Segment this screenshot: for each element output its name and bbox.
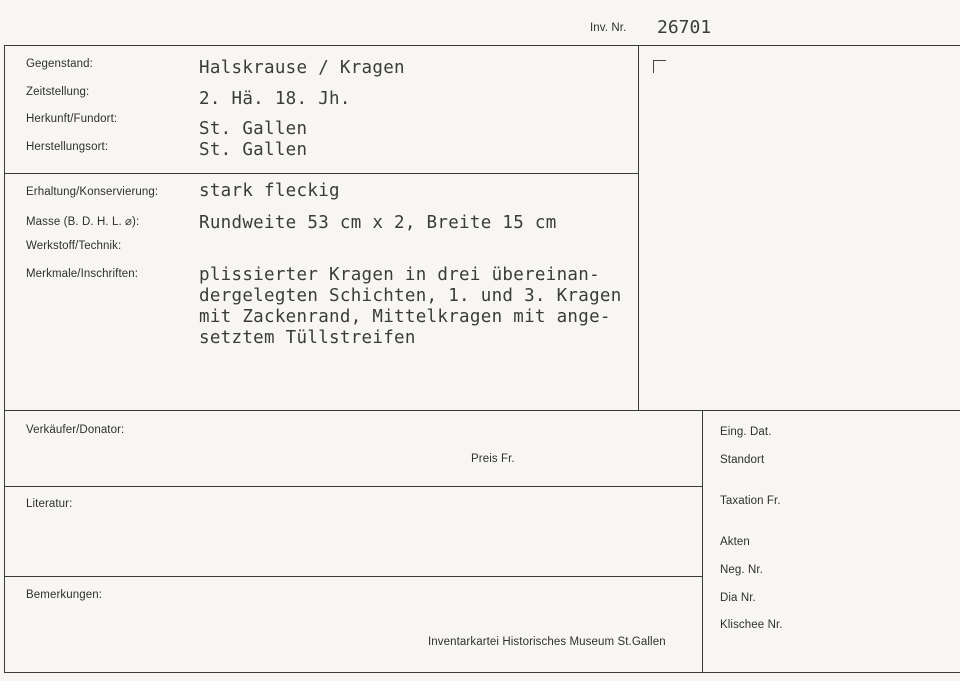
inv-nr-value: 26701 (657, 17, 712, 38)
field-value-zeitstellung: 2. Hä. 18. Jh. (199, 89, 351, 109)
label-bemerkungen: Bemerkungen: (26, 589, 102, 601)
field-label-werkstoff: Werkstoff/Technik: (26, 240, 122, 252)
corner-mark (653, 60, 666, 73)
rule-left (4, 45, 5, 673)
rule-top (4, 45, 960, 46)
rule-right-panel (638, 45, 639, 411)
merkmale-description (199, 265, 622, 349)
label-akten: Akten (720, 536, 750, 548)
inv-nr-label: Inv. Nr. (590, 22, 627, 34)
label-literatur: Literatur: (26, 498, 73, 510)
rule-literatur (4, 576, 702, 577)
label-preis: Preis Fr. (471, 453, 515, 465)
rule-bottom (4, 672, 960, 673)
label-dia-nr: Dia Nr. (720, 592, 756, 604)
field-value-herkunft: St. Gallen (199, 119, 308, 139)
field-label-zeitstellung: Zeitstellung: (26, 86, 90, 98)
label-klischee-nr: Klischee Nr. (720, 619, 783, 631)
field-label-merkmale: Merkmale/Inschriften: (26, 268, 139, 280)
field-label-masse: Masse (B. D. H. L. ⌀): (26, 216, 140, 228)
merkmale-line: setztem Tüllstreifen (199, 328, 416, 348)
field-label-herkunft: Herkunft/Fundort: (26, 113, 118, 125)
merkmale-line: dergelegten Schichten, 1. und 3. Kragen (199, 286, 622, 306)
field-label-gegenstand: Gegenstand: (26, 58, 93, 70)
label-eing-dat: Eing. Dat. (720, 426, 772, 438)
merkmale-line: mit Zackenrand, Mittelkragen mit ange- (199, 307, 611, 327)
field-value-masse: Rundweite 53 cm x 2, Breite 15 cm (199, 213, 557, 233)
field-label-erhaltung: Erhaltung/Konservierung: (26, 186, 159, 198)
rule-top-section-bottom (4, 173, 638, 174)
label-verkaeufer: Verkäufer/Donator: (26, 424, 125, 436)
label-standort: Standort (720, 454, 765, 466)
rule-bottom-right-panel (702, 410, 703, 673)
rule-preis (4, 486, 702, 487)
rule-middle-bottom (4, 410, 960, 411)
field-label-herstellungsort: Herstellungsort: (26, 141, 109, 153)
field-value-erhaltung: stark fleckig (199, 181, 340, 201)
label-taxation: Taxation Fr. (720, 495, 781, 507)
label-neg-nr: Neg. Nr. (720, 564, 763, 576)
card-footer: Inventarkartei Historisches Museum St.Gallen (428, 636, 666, 648)
field-value-herstellungsort: St. Gallen (199, 140, 308, 160)
merkmale-line: plissierter Kragen in drei übereinan- (199, 265, 600, 285)
field-value-gegenstand: Halskrause / Kragen (199, 58, 405, 78)
